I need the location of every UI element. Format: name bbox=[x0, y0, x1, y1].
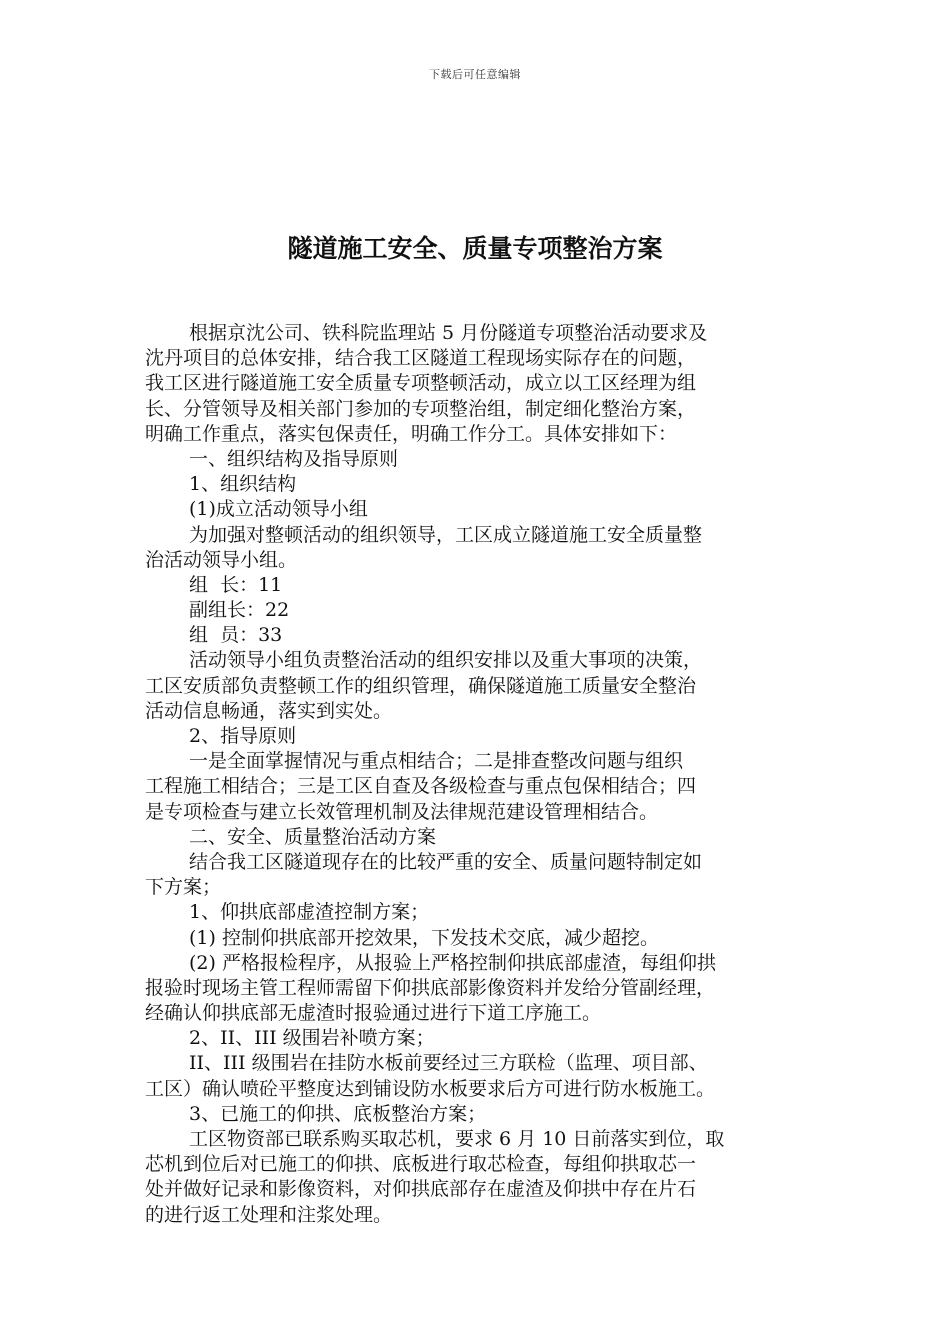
section-heading: 一、组织结构及指导原则 bbox=[189, 447, 399, 470]
section-heading: 二、安全、质量整治活动方案 bbox=[189, 825, 437, 848]
paragraph-line: 沈丹项目的总体安排，结合我工区隧道工程现场实际存在的问题， bbox=[145, 347, 697, 370]
paragraph-line: 报验时现场主管工程师需留下仰拱底部影像资料并发给分管副经理， bbox=[145, 976, 716, 999]
document-body bbox=[145, 321, 813, 1228]
item-heading: (1)成立活动领导小组 bbox=[189, 498, 368, 521]
paragraph-line: 一是全面掌握情况与重点相结合；二是排查整改问题与组织 bbox=[189, 750, 684, 773]
paragraph-line: 芯机到位后对已施工的仰拱、底板进行取芯检查，每组仰拱取芯一 bbox=[145, 1153, 697, 1176]
paragraph-line: 工区）确认喷砼平整度达到铺设防水板要求后方可进行防水板施工。 bbox=[145, 1077, 716, 1100]
paragraph-line: 工程施工相结合；三是工区自查及各级检查与重点包保相结合；四 bbox=[145, 775, 697, 798]
subsection-heading: 2、II、III 级围岩补喷方案； bbox=[189, 1027, 435, 1050]
paragraph-line: 的进行返工处理和注浆处理。 bbox=[145, 1203, 393, 1226]
paragraph-line: 工区物资部已联系购买取芯机，要求 6 月 10 日前落实到位，取 bbox=[189, 1128, 725, 1150]
subsection-heading: 1、组织结构 bbox=[189, 473, 297, 496]
paragraph-line: 长、分管领导及相关部门参加的专项整治组，制定细化整治方案， bbox=[145, 397, 697, 420]
document-title: 隧道施工安全、质量专项整治方案 bbox=[287, 234, 663, 263]
team-leader-line: 组 长：11 bbox=[189, 573, 283, 596]
paragraph-line: (1) 控制仰拱底部开挖效果，下发技术交底，减少超挖。 bbox=[189, 926, 659, 949]
paragraph-line: 我工区进行隧道施工安全质量专项整顿活动，成立以工区经理为组 bbox=[145, 372, 697, 395]
subsection-heading: 2、指导原则 bbox=[189, 725, 297, 747]
subsection-heading: 3、已施工的仰拱、底板整治方案； bbox=[189, 1102, 487, 1125]
deputy-leader-line: 副组长：22 bbox=[189, 599, 290, 622]
paragraph-line: 经确认仰拱底部无虚渣时报验通过进行下道工序施工。 bbox=[145, 1002, 602, 1025]
paragraph-line: 处并做好记录和影像资料，对仰拱底部存在虚渣及仰拱中存在片石 bbox=[145, 1178, 697, 1201]
paragraph-line: 为加强对整顿活动的组织领导，工区成立隧道施工安全质量整 bbox=[189, 523, 703, 546]
header-note: 下载后可任意编辑 bbox=[429, 68, 521, 81]
team-member-line: 组 员：33 bbox=[189, 624, 283, 647]
paragraph-line: 工区安质部负责整顿工作的组织管理，确保隧道施工质量安全整治 bbox=[145, 674, 697, 697]
paragraph-line: II、III 级围岩在挂防水板前要经过三方联检（监理、项目部、 bbox=[189, 1052, 708, 1075]
paragraph-line: 是专项检查与建立长效管理机制及法律规范建设管理相结合。 bbox=[145, 800, 659, 823]
paragraph-line: 结合我工区隧道现存在的比较严重的安全、质量问题特制定如 bbox=[189, 850, 703, 873]
paragraph-line: 活动领导小组负责整治活动的组织安排以及重大事项的决策， bbox=[189, 649, 703, 672]
subsection-heading: 1、仰拱底部虚渣控制方案； bbox=[189, 901, 430, 924]
paragraph-line: 治活动领导小组。 bbox=[145, 548, 298, 571]
paragraph-line: 下方案； bbox=[145, 876, 222, 899]
paragraph-line: (2) 严格报检程序，从报验上严格控制仰拱底部虚渣，每组仰拱 bbox=[189, 951, 716, 974]
paragraph-line: 活动信息畅通，落实到实处。 bbox=[145, 699, 393, 722]
paragraph-line: 根据京沈公司、铁科院监理站 5 月份隧道专项整治活动要求及 bbox=[189, 322, 708, 344]
paragraph-line: 明确工作重点，落实包保责任，明确工作分工。具体安排如下： bbox=[145, 422, 678, 445]
